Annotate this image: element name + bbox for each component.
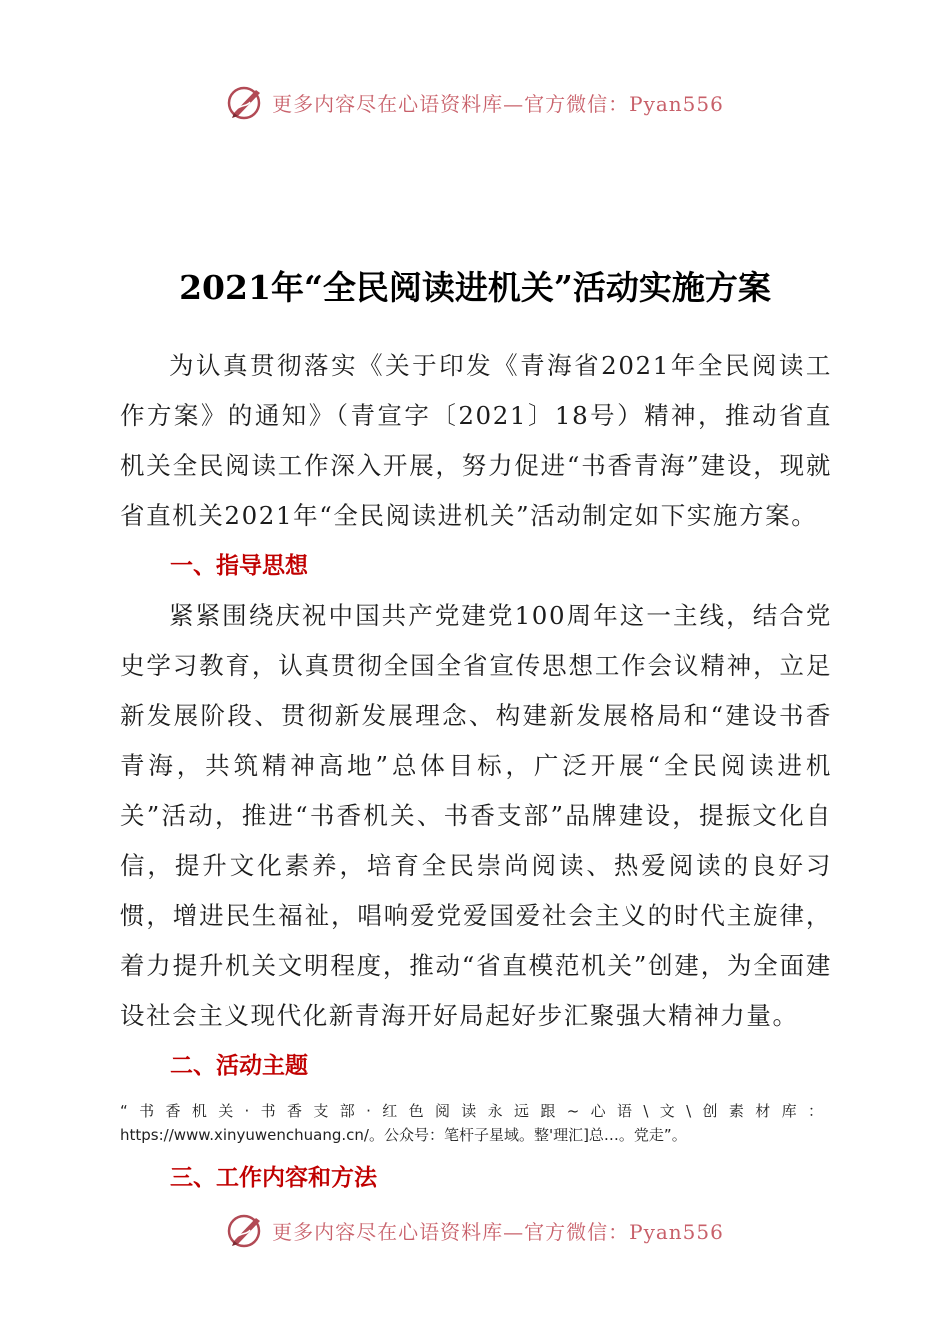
section-heading-guiding-ideology: 一、指导思想 bbox=[170, 553, 308, 579]
watermark-footer bbox=[0, 1210, 950, 1250]
guiding-ideology-paragraph: 紧紧围绕庆祝中国共产党建党100周年这一主线，结合党史学习教育，认真贯彻全国全省宣传思想工作会议精神，立足新发展阶段、贯彻新发展理念、构建新发展格局和“建设书香青海，共筑精神高地”总体目标，广泛开展“全民阅读进机关”活动，推进“书香机关、书香支部”品牌建设，提振文化自信，提升文化素养，培育全民崇尚阅读、热爱阅读的良好习惯，增进民生福祉，唱响爱党爱国爱社会主义的时代主旋律，着力提升机关文明程度，推动“省直模范机关”创建，为全面建设社会主义现代化新青海开好局起好步汇聚强大精神力量。 bbox=[120, 601, 832, 1030]
section-heading-work-content: 三、工作内容和方法 bbox=[170, 1165, 377, 1191]
document-title: 2021年“全民阅读进机关”活动实施方案 bbox=[179, 268, 771, 307]
watermark-header bbox=[0, 82, 950, 122]
pen-circle-icon bbox=[226, 1210, 266, 1250]
watermark-text: 更多内容尽在心语资料库—官方微信：Pyan556 bbox=[272, 91, 724, 116]
section-heading-activity-theme: 二、活动主题 bbox=[170, 1053, 308, 1079]
watermark-text: 更多内容尽在心语资料库—官方微信：Pyan556 bbox=[272, 1219, 724, 1244]
intro-paragraph: 为认真贯彻落实《关于印发《青海省2021年全民阅读工作方案》的通知》（青宣字〔2021〕18号）精神，推动省直机关全民阅读工作深入开展，努力促进“书香青海”建设，现就省直机关2021年“全民阅读进机关”活动制定如下实施方案。 bbox=[120, 351, 832, 530]
promo-text bbox=[120, 1091, 832, 1153]
document-body bbox=[120, 341, 832, 1203]
pen-circle-icon bbox=[226, 82, 266, 122]
promo-text-spaced: “书香机关·书香支部·红色阅读永远跟~心语\文\创素材库： bbox=[120, 1102, 832, 1120]
promo-text-url: https://www.xinyuwenchuang.cn/。公众号：笔杆子星域。整'理汇]总…。党走”。 bbox=[120, 1126, 687, 1144]
